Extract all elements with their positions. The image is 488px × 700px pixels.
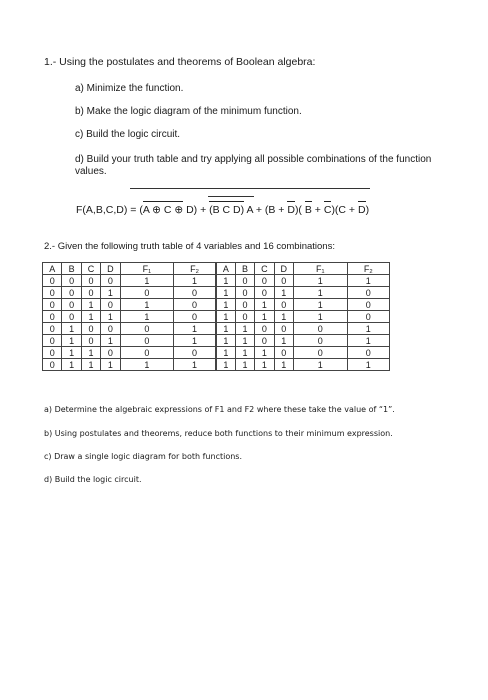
table-cell: 0 [255, 275, 274, 287]
table-cell: 0 [174, 299, 216, 311]
table-row [43, 347, 390, 359]
table-cell: 1 [101, 359, 120, 371]
formula-term-xor-rest: D) + [183, 204, 210, 216]
table-cell: 0 [255, 323, 274, 335]
formula-term-bcd-rest: A + (B + [244, 204, 288, 216]
header-cell: D [274, 263, 293, 275]
table-cell: 0 [347, 311, 389, 323]
formula-prefix: F(A,B,C,D) = [76, 204, 140, 216]
truth-table [42, 262, 390, 371]
table-cell: 0 [81, 335, 100, 347]
header-cell: D [101, 263, 120, 275]
table-cell: 0 [293, 335, 347, 347]
table-row [43, 323, 390, 335]
table-cell: 1 [81, 311, 100, 323]
table-cell: 0 [43, 275, 62, 287]
boolean-function-formula [76, 204, 369, 216]
table-cell: 1 [101, 335, 120, 347]
table-cell: 1 [293, 275, 347, 287]
table-cell: 0 [255, 287, 274, 299]
table-cell: 1 [101, 311, 120, 323]
table-cell: 0 [101, 347, 120, 359]
header-cell: C [81, 263, 100, 275]
table-cell: 0 [43, 323, 62, 335]
table-cell: 1 [347, 275, 389, 287]
table-cell: 1 [174, 275, 216, 287]
question-1-item-a: a) Minimize the function. [75, 83, 184, 94]
header-cell: F₂ [347, 263, 389, 275]
header-cell: B [62, 263, 81, 275]
table-cell: 1 [62, 323, 81, 335]
table-cell: 1 [101, 287, 120, 299]
table-cell: 0 [274, 347, 293, 359]
formula-term-xor: A ⊕ C ⊕ [142, 204, 184, 216]
question-1-item-b: b) Make the logic diagram of the minimum function. [75, 106, 302, 117]
table-cell: 0 [43, 311, 62, 323]
formula-term-c-rest: )(C + [331, 204, 358, 216]
table-cell: 0 [235, 287, 254, 299]
table-cell: 1 [235, 335, 254, 347]
table-cell: 1 [216, 323, 235, 335]
table-cell: 0 [293, 347, 347, 359]
table-cell: 1 [62, 359, 81, 371]
table-cell: 1 [235, 323, 254, 335]
table-cell: 0 [43, 359, 62, 371]
table-cell: 0 [62, 311, 81, 323]
table-cell: 0 [62, 287, 81, 299]
table-cell: 0 [101, 323, 120, 335]
formula-term-d-bar-1: D [287, 204, 295, 216]
table-cell: 0 [235, 311, 254, 323]
table-cell: 1 [216, 311, 235, 323]
table-cell: 0 [174, 347, 216, 359]
table-cell: 1 [347, 335, 389, 347]
table-cell: 1 [274, 359, 293, 371]
formula-term-c-bar: C [323, 204, 332, 216]
table-cell: 0 [274, 299, 293, 311]
table-cell: 0 [81, 275, 100, 287]
table-cell: 0 [43, 347, 62, 359]
table-cell: 1 [274, 335, 293, 347]
table-cell: 1 [293, 359, 347, 371]
table-row [43, 275, 390, 287]
table-cell: 1 [255, 311, 274, 323]
formula-plus: + [311, 204, 324, 216]
table-cell: 1 [255, 299, 274, 311]
question-1-item-c: c) Build the logic circuit. [75, 129, 181, 140]
table-cell: 1 [274, 287, 293, 299]
header-cell: A [216, 263, 235, 275]
table-cell: 1 [235, 347, 254, 359]
table-cell: 1 [255, 359, 274, 371]
table-cell: 0 [43, 287, 62, 299]
table-cell: 0 [347, 347, 389, 359]
table-cell: 1 [174, 359, 216, 371]
question-1-item-d: d) Build your truth table and try applying all possible combinations of the function values. [75, 154, 432, 177]
table-cell: 1 [81, 299, 100, 311]
table-cell: 0 [101, 299, 120, 311]
table-cell: 1 [293, 287, 347, 299]
question-1-title: 1.- Using the postulates and theorems of Boolean algebra: [44, 56, 316, 68]
header-cell: F₂ [174, 263, 216, 275]
formula-term-bcd: (B C D) [209, 204, 245, 216]
table-cell: 1 [81, 347, 100, 359]
table-cell: 0 [120, 335, 174, 347]
table-cell: 1 [216, 299, 235, 311]
table-cell: 1 [120, 359, 174, 371]
table-cell: 1 [120, 299, 174, 311]
table-cell: 1 [347, 323, 389, 335]
formula-term-b-bar: B [304, 204, 312, 216]
truth-table-header-row [43, 263, 390, 275]
table-row [43, 311, 390, 323]
table-cell: 1 [235, 359, 254, 371]
table-cell: 1 [293, 311, 347, 323]
table-cell: 0 [101, 275, 120, 287]
answer-line [130, 188, 370, 189]
table-cell: 0 [235, 275, 254, 287]
table-row [43, 359, 390, 371]
table-cell: 0 [120, 347, 174, 359]
table-cell: 0 [235, 299, 254, 311]
table-cell: 0 [274, 323, 293, 335]
table-cell: 0 [174, 287, 216, 299]
table-cell: 1 [174, 335, 216, 347]
question-2-item-b: b) Using postulates and theorems, reduce both functions to their minimum expression. [44, 429, 393, 438]
question-2-item-d: d) Build the logic circuit. [44, 475, 142, 484]
question-2-item-a: a) Determine the algebraic expressions of F1 and F2 where these take the value of “1”. [44, 405, 395, 414]
table-cell: 1 [293, 299, 347, 311]
header-cell: A [43, 263, 62, 275]
table-cell: 0 [43, 299, 62, 311]
table-cell: 1 [216, 347, 235, 359]
table-cell: 0 [347, 299, 389, 311]
table-cell: 0 [120, 323, 174, 335]
table-cell: 1 [216, 335, 235, 347]
header-cell: C [255, 263, 274, 275]
formula-end: ) [365, 204, 370, 216]
table-cell: 0 [62, 275, 81, 287]
table-cell: 1 [216, 287, 235, 299]
table-cell: 0 [81, 287, 100, 299]
table-cell: 0 [62, 299, 81, 311]
table-cell: 1 [255, 347, 274, 359]
table-row [43, 299, 390, 311]
formula-overline-long [208, 196, 254, 197]
table-cell: 0 [293, 323, 347, 335]
table-cell: 1 [216, 275, 235, 287]
table-cell: 1 [62, 335, 81, 347]
table-cell: 0 [255, 335, 274, 347]
header-cell: F₁ [293, 263, 347, 275]
question-2-item-c: c) Draw a single logic diagram for both functions. [44, 452, 242, 461]
table-cell: 0 [274, 275, 293, 287]
table-cell: 1 [274, 311, 293, 323]
table-cell: 1 [120, 311, 174, 323]
table-cell: 1 [216, 359, 235, 371]
table-cell: 1 [174, 323, 216, 335]
table-cell: 1 [62, 347, 81, 359]
table-cell: 0 [174, 311, 216, 323]
formula-term-d-rest: )( [294, 204, 305, 216]
table-row [43, 287, 390, 299]
header-cell: B [235, 263, 254, 275]
table-cell: 1 [347, 359, 389, 371]
formula-paren: ( [139, 204, 143, 216]
formula-term-d-bar-2: D [357, 204, 366, 216]
table-cell: 0 [120, 287, 174, 299]
table-cell: 0 [81, 323, 100, 335]
table-row [43, 335, 390, 347]
question-2-title: 2.- Given the following truth table of 4 variables and 16 combinations: [44, 241, 335, 252]
table-cell: 1 [81, 359, 100, 371]
table-cell: 1 [120, 275, 174, 287]
table-cell: 0 [347, 287, 389, 299]
table-cell: 0 [43, 335, 62, 347]
header-cell: F₁ [120, 263, 174, 275]
